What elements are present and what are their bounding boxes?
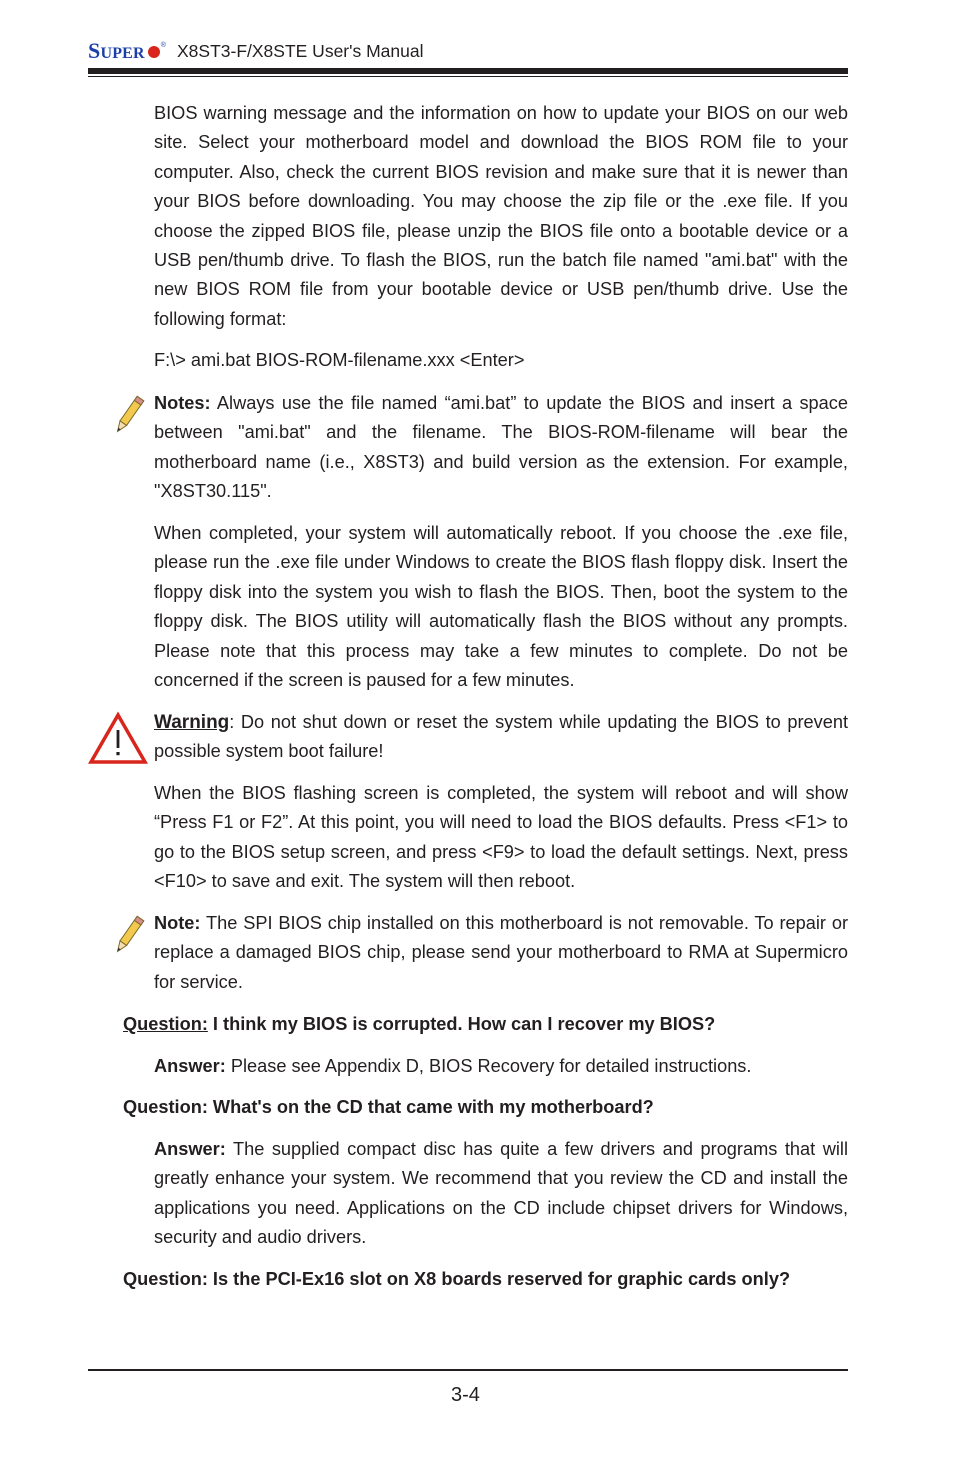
notes-label: Notes: <box>154 393 211 413</box>
answer-label: Answer: <box>154 1056 226 1076</box>
note-label: Note: <box>154 913 201 933</box>
answer-text: The supplied compact disc has quite a few drivers and programs that will greatly enhance your system. We recommend that you review the CD and install the applications you need. Applications on the CD include chipset drivers for Windows, security and audio drivers. <box>154 1139 848 1248</box>
answer-label: Answer: <box>154 1139 226 1159</box>
notes-pencil-icon <box>112 393 146 442</box>
question-text: I think my BIOS is corrupted. How can I recover my BIOS? <box>207 1014 716 1034</box>
supermicro-logo <box>88 38 166 62</box>
question-pci-ex16-slot: Question: Is the PCI-Ex16 slot on X8 boards reserved for graphic cards only? <box>123 1269 791 1289</box>
brand-dot <box>148 46 160 58</box>
answer-bios-recovery <box>154 1052 848 1081</box>
header-rule-thin <box>88 76 848 77</box>
answer-text: Please see Appendix D, BIOS Recovery for detailed instructions. <box>225 1056 752 1076</box>
notes-text: Always use the file named “ami.bat” to update the BIOS and insert a space between "ami.bat" and the filename. The BIOS-ROM-filename will bear the motherboard name (i.e., X8ST3) and build version as the extension. For example, "X8ST30.115". <box>154 393 848 502</box>
reboot-paragraph: When completed, your system will automatically reboot. If you choose the .exe file, please run the .exe file under Windows to create the BIOS flash floppy disk. Insert the floppy disk into the system you wish to flash the BIOS. Then, boot the system to the floppy disk. The BIOS utility will automatically flash the BIOS without any prompts. Please note that this process may take a few minutes to complete. Do not be concerned if the screen is paused for a few minutes. <box>154 523 848 691</box>
answer-cd-contents <box>154 1135 848 1253</box>
manual-title: X8ST3-F/X8STE User's Manual <box>177 41 424 61</box>
note-text: The SPI BIOS chip installed on this motherboard is not removable. To repair or replace a damaged BIOS chip, please send your motherboard to RMA at Supermicro for service. <box>154 913 848 992</box>
notes-paragraph <box>154 389 848 507</box>
header-rule-thick <box>88 68 848 74</box>
question-cd-contents: Question: What's on the CD that came with my motherboard? <box>123 1097 654 1117</box>
question-label: Question: <box>123 1014 208 1034</box>
flash-complete-paragraph: When the BIOS flashing screen is completed, the system will reboot and will show “Press F1 or F2”. At this point, you will need to load the BIOS defaults. Press <F1> to go to the BIOS setup screen, and press <F9> to load the default settings. Next, press <F10> to save and exit. The system will then reboot. <box>154 783 848 892</box>
flash-command-line: F:\> ami.bat BIOS-ROM-filename.xxx <Enter> <box>154 350 525 370</box>
warning-triangle-icon <box>88 711 148 770</box>
brand-wordmark: SUPER <box>88 38 145 63</box>
warning-text: : Do not shut down or reset the system while updating the BIOS to prevent possible system boot failure! <box>154 712 848 762</box>
footer-rule <box>88 1369 848 1371</box>
page-number: 3-4 <box>451 1384 480 1406</box>
warning-paragraph <box>154 708 848 767</box>
note-pencil-icon <box>112 913 146 962</box>
question-bios-corrupted <box>123 1010 848 1039</box>
note-spi-chip-paragraph <box>154 909 848 997</box>
brand-registered-mark: ® <box>160 42 166 49</box>
bios-update-paragraph: BIOS warning message and the information on how to update your BIOS on our web site. Select your motherboard model and download the BIOS ROM file to your computer. Also, check the current BIOS revision and make sure that it is newer than your BIOS before downloading. You may choose the zip file or the .exe file. If you choose the zipped BIOS file, please unzip the BIOS file onto a bootable device or a USB pen/thumb drive. To flash the BIOS, run the batch file named "ami.bat" with the new BIOS ROM file from your bootable device or USB pen/thumb drive. Use the following format: <box>154 103 848 329</box>
warning-label: Warning <box>154 712 230 733</box>
